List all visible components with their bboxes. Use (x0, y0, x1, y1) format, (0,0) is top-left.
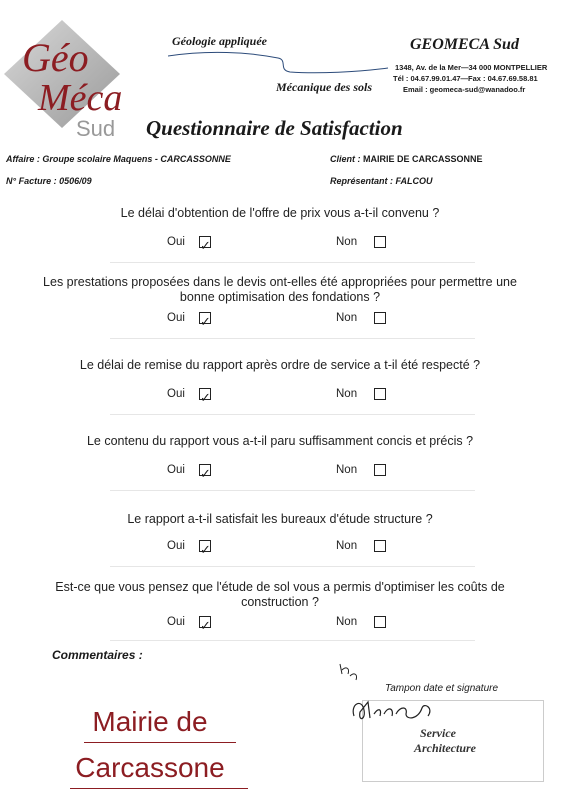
check-mark-icon: ✓ (200, 390, 211, 405)
divider (110, 262, 475, 263)
handwritten-signature (348, 694, 438, 728)
mairie-underline (70, 788, 248, 789)
q6-oui-checkbox[interactable] (199, 616, 211, 633)
mairie-stamp-line-2: Carcassone (75, 752, 225, 783)
stamp-line-service: Service (420, 726, 456, 740)
q3-oui-label: Oui (167, 388, 185, 400)
affaire-label: Affaire : (6, 154, 43, 164)
facture-label: N° Facture : (6, 176, 60, 186)
logo-word-sud: Sud (76, 116, 116, 141)
company-contact (393, 62, 558, 95)
affaire-value: Groupe scolaire Maquens - CARCASSONNE (42, 154, 231, 164)
q2-non-label: Non (336, 312, 358, 324)
q2-oui-label: Oui (167, 312, 185, 324)
address-line: 1348, Av. de la Mer—34 000 MONTPELLIER (395, 63, 548, 72)
tagline-mecanique: Mécanique des sols (276, 80, 372, 94)
q1-oui-checkbox[interactable] (199, 236, 211, 253)
question-2-text: Les prestations proposées dans le devis ont-elles été appropriées pour permettre une bonne optimisation des fondations ? (43, 275, 517, 304)
q1-non-checkbox[interactable] (374, 236, 386, 248)
q4-non-label: Non (336, 464, 358, 476)
stamp-text (414, 726, 476, 756)
q4-oui-checkbox[interactable] (199, 464, 211, 481)
q3-non-label: Non (336, 388, 358, 400)
stamp-signature-label: Tampon date et signature (385, 683, 499, 694)
comments-label: Commentaires : (52, 648, 143, 662)
question-6-text: Est-ce que vous pensez que l'étude de sol vous a permis d'optimiser les coûts de construction ? (55, 580, 505, 609)
check-mark-icon: ✓ (200, 618, 211, 633)
q6-non-label: Non (336, 616, 358, 628)
q2-non-checkbox[interactable] (374, 312, 386, 324)
q5-non-label: Non (336, 540, 358, 552)
divider (110, 640, 475, 641)
facture-field (6, 176, 92, 186)
divider (110, 338, 475, 339)
logo-word-meca: Méca (38, 77, 123, 119)
q6-non-checkbox[interactable] (374, 616, 386, 628)
question-4-text: Le contenu du rapport vous a-t-il paru suffisamment concis et précis ? (86, 434, 474, 448)
q5-oui-label: Oui (167, 540, 185, 552)
phone-line: Tél : 04.67.99.01.47—Fax : 04.67.69.58.81 (393, 74, 538, 83)
divider (110, 490, 475, 491)
mairie-stamp-line-1: Mairie de (92, 706, 208, 737)
representant-label: Représentant : (330, 176, 396, 186)
q1-non-label: Non (336, 236, 358, 248)
page-title: Questionnaire de Satisfaction (146, 116, 403, 140)
question-3-text: Le délai de remise du rapport après ordre de service a t-il été respecté ? (79, 358, 481, 372)
affaire-field (6, 154, 231, 164)
question-1-text: Le délai d'obtention de l'offre de prix vous a-t-il convenu ? (120, 206, 440, 220)
handwritten-initials (336, 660, 366, 684)
divider (110, 566, 475, 567)
q5-non-checkbox[interactable] (374, 540, 386, 552)
divider (110, 414, 475, 415)
q4-oui-label: Oui (167, 464, 185, 476)
tagline-geologie: Géologie appliquée (172, 34, 267, 48)
mairie-underline (84, 742, 236, 743)
representant-field (330, 176, 433, 186)
client-field (330, 154, 483, 164)
company-name: GEOMECA Sud (410, 36, 519, 53)
representant-value: FALCOU (395, 176, 433, 186)
client-label: Client : (330, 154, 363, 164)
check-mark-icon: ✓ (200, 466, 211, 481)
check-mark-icon: ✓ (200, 238, 211, 253)
q3-oui-checkbox[interactable] (199, 388, 211, 405)
q2-oui-checkbox[interactable] (199, 312, 211, 329)
q1-oui-label: Oui (167, 236, 185, 248)
email-line: Email : geomeca-sud@wanadoo.fr (403, 85, 526, 94)
q5-oui-checkbox[interactable] (199, 540, 211, 557)
company-logo (4, 18, 132, 141)
q4-non-checkbox[interactable] (374, 464, 386, 476)
question-5-text: Le rapport a-t-il satisfait les bureaux d'étude structure ? (127, 512, 433, 526)
client-value: MAIRIE DE CARCASSONNE (363, 154, 483, 164)
stamp-line-architecture: Architecture (414, 741, 476, 755)
q6-oui-label: Oui (167, 616, 185, 628)
facture-value: 0506/09 (59, 176, 92, 186)
logo-word-geo: Géo (22, 35, 89, 80)
q3-non-checkbox[interactable] (374, 388, 386, 400)
check-mark-icon: ✓ (200, 314, 211, 329)
check-mark-icon: ✓ (200, 542, 211, 557)
